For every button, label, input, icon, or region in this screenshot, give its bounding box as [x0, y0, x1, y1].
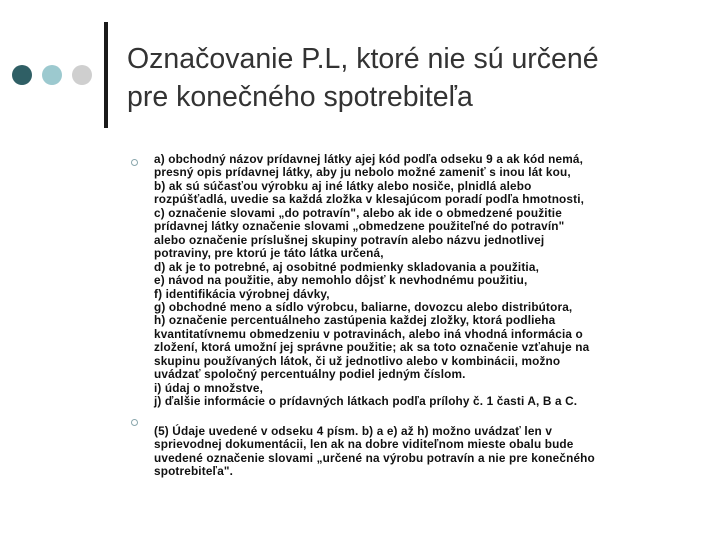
page-title — [127, 40, 707, 116]
light-teal-dot-icon — [42, 65, 62, 85]
text-line: potraviny, pre ktorú je táto látka určená, — [154, 246, 384, 261]
text-line: (5) Údaje uvedené v odseku 4 písm. b) a e) až h) možno uvádzať len v — [154, 424, 553, 438]
text-line: prídavnej látky označenie slovami „obmedzene použiteľné do potravín" — [154, 219, 565, 234]
bullet-text-1 — [154, 153, 674, 409]
text-line: uvedené označenie slovami „určené na výrobu potravín a nie pre konečného — [154, 450, 595, 465]
text-line: h) označenie percentuálneho zastúpenia každej zložky, ktorá podlieha — [154, 313, 556, 328]
decorative-dots — [12, 65, 96, 85]
gray-dot-icon — [72, 65, 92, 85]
text-line: zložení, ktorá umožní jej správne použitie; ak sa toto označenie vzťahuje na — [154, 340, 590, 355]
text-line: kvantitatívnemu obmedzeniu v potravinách, alebo iná vhodná informácia o — [154, 326, 583, 341]
text-line: skupinu používaných látok, či už jednotlivo alebo v kombinácii, možno — [154, 353, 561, 368]
bullet-text-2 — [154, 425, 674, 479]
text-line: sprievodnej dokumentácii, len ak na dobre viditeľnom mieste obalu bude — [154, 437, 574, 452]
text-line: b) ak sú súčasťou výrobku aj iné látky alebo nosiče, plnidlá alebo — [154, 178, 532, 193]
text-line: g) obchodné meno a sídlo výrobcu, baliarne, dovozcu alebo distribútora, — [154, 299, 573, 314]
bullet-icon — [131, 159, 138, 166]
text-line: c) označenie slovami „do potravín", alebo ak ide o obmedzené použitie — [154, 205, 562, 220]
title-line-2: pre konečného spotrebiteľa — [127, 81, 473, 113]
text-line: e) návod na použitie, aby nemohlo dôjsť k nevhodnému použitiu, — [154, 273, 528, 288]
text-line: rozpúšťadlá, uvedie sa každá zložka v klesajúcom poradí podľa hmotnosti, — [154, 192, 585, 207]
text-line: d) ak je to potrebné, aj osobitné podmienky skladovania a použitia, — [154, 259, 539, 274]
text-line: a) obchodný názov prídavnej látky ajej kód podľa odseku 9 a ak kód nemá, — [154, 152, 584, 166]
text-line: f) identifikácia výrobnej dávky, — [154, 286, 330, 301]
text-line: i) údaj o množstve, — [154, 380, 264, 395]
bullet-icon — [131, 419, 138, 426]
text-line: alebo označenie príslušnej skupiny potravín alebo názvu jednotlivej — [154, 232, 545, 247]
text-line: j) ďalšie informácie o prídavných látkach podľa prílohy č. 1 časti A, B a C. — [154, 394, 578, 409]
text-line: uvádzať spoločný percentuálny podiel jedným číslom. — [154, 367, 466, 382]
text-line: presný opis prídavnej látky, aby ju nebolo možné zameniť s inou lát kou, — [154, 165, 571, 180]
dark-teal-dot-icon — [12, 65, 32, 85]
title-divider — [104, 22, 108, 128]
text-line: spotrebiteľa". — [154, 464, 234, 479]
title-line-1: Označovanie P.L, ktoré nie sú určené — [127, 43, 599, 75]
